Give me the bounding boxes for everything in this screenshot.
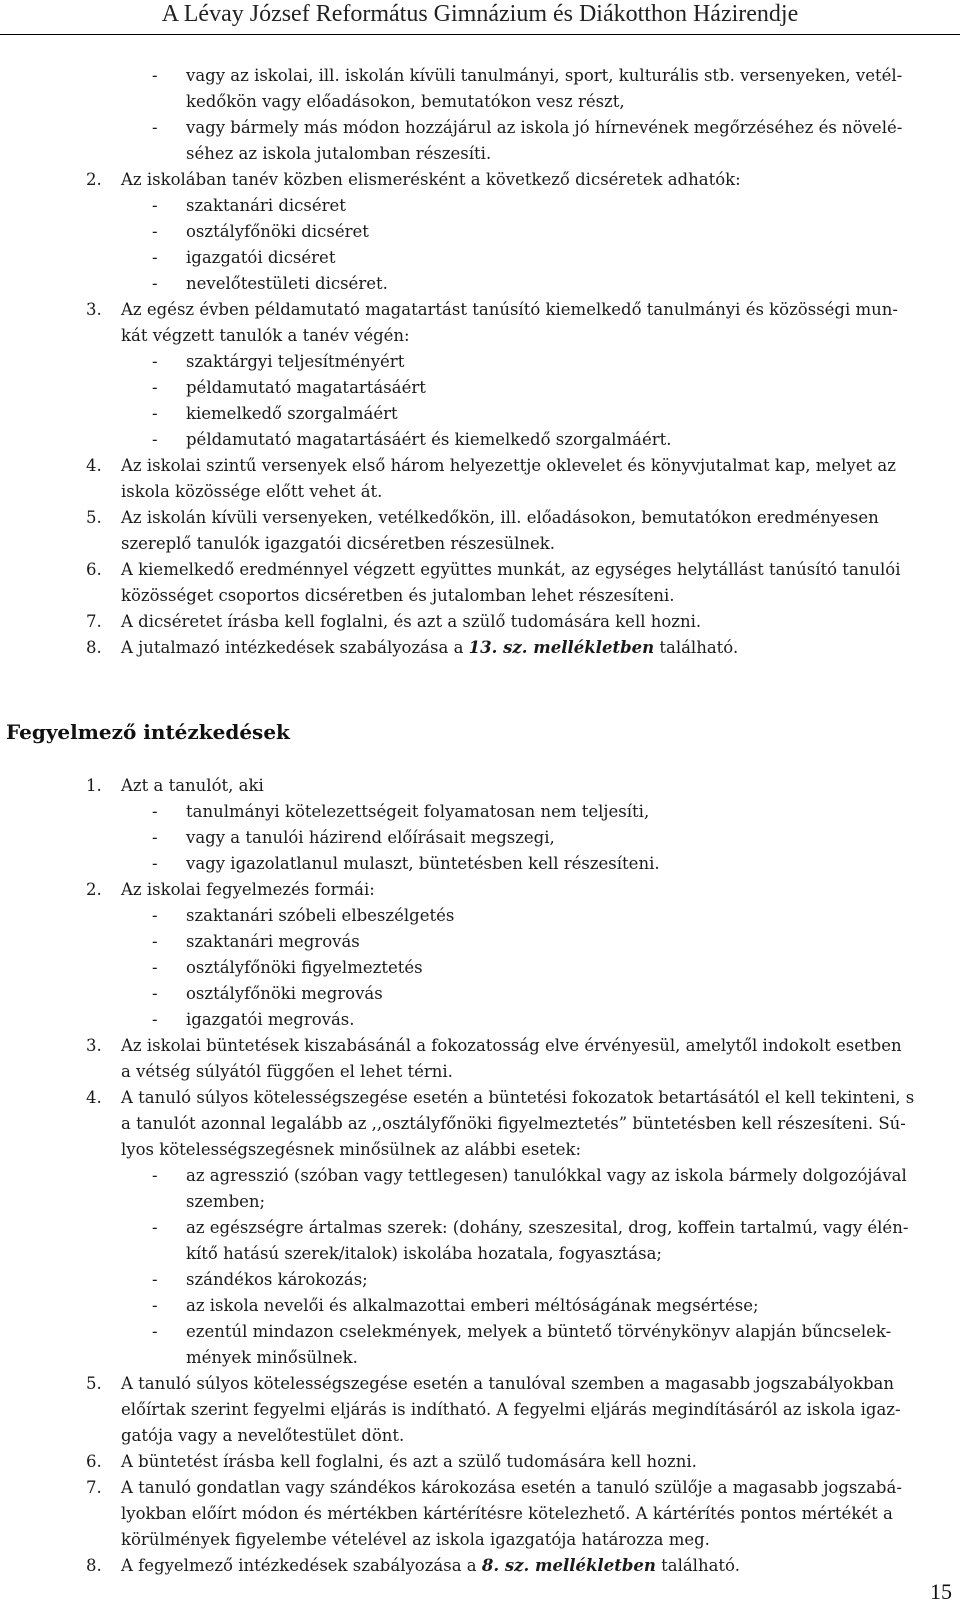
list-dash: - (152, 906, 158, 925)
list-dash: - (152, 984, 158, 1003)
text-line: vagy az iskolai, ill. iskolán kívüli tanulmányi, sport, kulturális stb. versenyeken, vetél- (186, 66, 903, 85)
text-line: szereplő tanulók igazgatói dicséretben részesülnek. (121, 534, 556, 553)
text-line: iskola közössége előtt vehet át. (121, 482, 383, 501)
text-line: nevelőtestületi dicséret. (186, 274, 388, 293)
text-line: szemben; (186, 1192, 266, 1211)
list-dash: - (152, 222, 158, 241)
text-line: körülmények figyelembe vételével az iskola igazgatója határozza meg. (121, 1530, 710, 1549)
text-line: az agresszió (szóban vagy tettlegesen) tanulókkal vagy az iskola bármely dolgozójával (186, 1166, 907, 1185)
text-line: A tanuló súlyos kötelességszegése esetén a büntetési fokozatok betartásától el kell tekinteni, s (121, 1088, 915, 1107)
text-line: kát végzett tanulók a tanév végén: (121, 326, 410, 345)
list-dash: - (152, 958, 158, 977)
list-dash: - (152, 274, 158, 293)
text-line: lyos kötelességszegésnek minősülnek az alábbi esetek: (121, 1140, 582, 1159)
list-dash: - (152, 404, 158, 423)
text-line: A büntetést írásba kell foglalni, és azt a szülő tudomására kell hozni. (121, 1452, 697, 1471)
list-dash: - (152, 378, 158, 397)
text-line: A dicséretet írásba kell foglalni, és azt a szülő tudomására kell hozni. (121, 612, 702, 631)
list-dash: - (152, 1270, 158, 1289)
page-number: 15 (930, 1579, 952, 1604)
item-number: 5. (86, 508, 102, 527)
annex-reference: 8. sz. mellékletben (481, 1556, 656, 1575)
text-line: szaktanári dicséret (186, 196, 346, 215)
text-line: vagy bármely más módon hozzájárul az iskola jó hírnevének megőrzéséhez és növelé- (186, 118, 903, 137)
text-line: példamutató magatartásáért (186, 378, 426, 397)
item-number: 3. (86, 300, 102, 319)
list-dash: - (152, 118, 158, 137)
text-line: osztályfőnöki megrovás (186, 984, 383, 1003)
text-line: A tanuló súlyos kötelességszegése esetén a tanulóval szemben a magasabb jogszabályokban (121, 1374, 894, 1393)
list-dash: - (152, 1166, 158, 1185)
text-line: szaktanári szóbeli elbeszélgetés (186, 906, 455, 925)
list-dash: - (152, 854, 158, 873)
list-dash: - (152, 1010, 158, 1029)
text-line: osztályfőnöki figyelmeztetés (186, 958, 423, 977)
list-dash: - (152, 196, 158, 215)
text-line: kiemelkedő szorgalmáért (186, 404, 398, 423)
text-line: az iskola nevelői és alkalmazottai emberi méltóságának megsértése; (186, 1296, 759, 1315)
text-line: Az iskolai szintű versenyek első három helyezettje oklevelet és könyvjutalmat kap, melyet az (121, 456, 896, 475)
text-line: A tanuló gondatlan vagy szándékos károkozása esetén a tanuló szülője a magasabb jogszabá- (121, 1478, 902, 1497)
text-line: Az iskolán kívüli versenyeken, vetélkedőkön, ill. előadásokon, bemutatókon eredményesen (121, 508, 879, 527)
text-line: Az iskolai büntetések kiszabásánál a fokozatosság elve érvényesül, amelytől indokolt esetben (121, 1036, 902, 1055)
list-dash: - (152, 828, 158, 847)
text-line: A kiemelkedő eredménnyel végzett együttes munkát, az egységes helytállást tanúsító tanulói (121, 560, 901, 579)
page-header: A Lévay József Református Gimnázium és Diákotthon Házirendje (0, 0, 960, 35)
item-number: 2. (86, 170, 102, 189)
list-dash: - (152, 1218, 158, 1237)
text-line: előírtak szerint fegyelmi eljárás is indítható. A fegyelmi eljárás megindításáról az iskola igaz- (121, 1400, 901, 1419)
text-line: szaktárgyi teljesítményért (186, 352, 405, 371)
text-line: Az egész évben példamutató magatartást tanúsító kiemelkedő tanulmányi és közösségi mun- (121, 300, 898, 319)
text-fragment: A jutalmazó intézkedések szabályozása a (121, 638, 469, 657)
annex-reference: 13. sz. mellékletben (468, 638, 655, 657)
text-line: gatója vagy a nevelőtestület dönt. (121, 1426, 405, 1445)
text-fragment: A fegyelmező intézkedések szabályozása a (121, 1556, 482, 1575)
text-line: tanulmányi kötelezettségeit folyamatosan nem teljesíti, (186, 802, 650, 821)
text-line: igazgatói dicséret (186, 248, 336, 267)
text-line: vagy igazolatlanul mulaszt, büntetésben kell részesíteni. (186, 854, 660, 873)
text-line: szaktanári megrovás (186, 932, 360, 951)
text-line: a tanulót azonnal legalább az ,,osztályfőnöki figyelmeztetés” büntetésben kell részesíteni. Sú- (121, 1114, 906, 1133)
text-line: az egészségre ártalmas szerek: (dohány, szeszesital, drog, koffein tartalmú, vagy élén- (186, 1218, 909, 1237)
list-dash: - (152, 430, 158, 449)
item-number: 4. (86, 456, 102, 475)
list-dash: - (152, 352, 158, 371)
text-line: kítő hatású szerek/italok) iskolába hozatala, fogyasztása; (186, 1244, 662, 1263)
text-line (121, 1556, 740, 1576)
text-line: kedőkön vagy előadásokon, bemutatókon vesz részt, (186, 92, 625, 111)
item-number: 7. (86, 1478, 102, 1497)
text-line: Az iskolai fegyelmezés formái: (121, 880, 375, 899)
text-line: Az iskolában tanév közben elismerésként a következő dicséretek adhatók: (121, 170, 741, 189)
text-line (121, 638, 738, 658)
text-line: közösséget csoportos dicséretben és jutalomban lehet részesíteni. (121, 586, 675, 605)
text-line: séhez az iskola jutalomban részesíti. (186, 144, 492, 163)
item-number: 7. (86, 612, 102, 631)
text-line: ezentúl mindazon cselekmények, melyek a büntető törvénykönyv alapján bűncselek- (186, 1322, 892, 1341)
item-number: 8. (86, 638, 102, 657)
text-line: a vétség súlyától függően el lehet térni. (121, 1062, 453, 1081)
text-fragment: található. (654, 638, 739, 657)
text-line: igazgatói megrovás. (186, 1010, 355, 1029)
list-dash: - (152, 1322, 158, 1341)
item-number: 8. (86, 1556, 102, 1575)
item-number: 2. (86, 880, 102, 899)
text-line: szándékos károkozás; (186, 1270, 368, 1289)
item-number: 4. (86, 1088, 102, 1107)
text-line: Azt a tanulót, aki (121, 776, 264, 795)
item-number: 6. (86, 1452, 102, 1471)
item-number: 1. (86, 776, 102, 795)
list-dash: - (152, 1296, 158, 1315)
item-number: 3. (86, 1036, 102, 1055)
text-line: lyokban előírt módon és mértékben kártérítésre kötelezhető. A kártérítés pontos mértékét a (121, 1504, 893, 1523)
list-dash: - (152, 248, 158, 267)
list-dash: - (152, 932, 158, 951)
section-heading: Fegyelmező intézkedések (6, 720, 290, 744)
list-dash: - (152, 802, 158, 821)
item-number: 6. (86, 560, 102, 579)
text-line: vagy a tanulói házirend előírásait megszegi, (186, 828, 555, 847)
text-line: példamutató magatartásáért és kiemelkedő szorgalmáért. (186, 430, 672, 449)
text-fragment: található. (655, 1556, 740, 1575)
text-line: osztályfőnöki dicséret (186, 222, 369, 241)
list-dash: - (152, 66, 158, 85)
item-number: 5. (86, 1374, 102, 1393)
text-line: mények minősülnek. (186, 1348, 358, 1367)
